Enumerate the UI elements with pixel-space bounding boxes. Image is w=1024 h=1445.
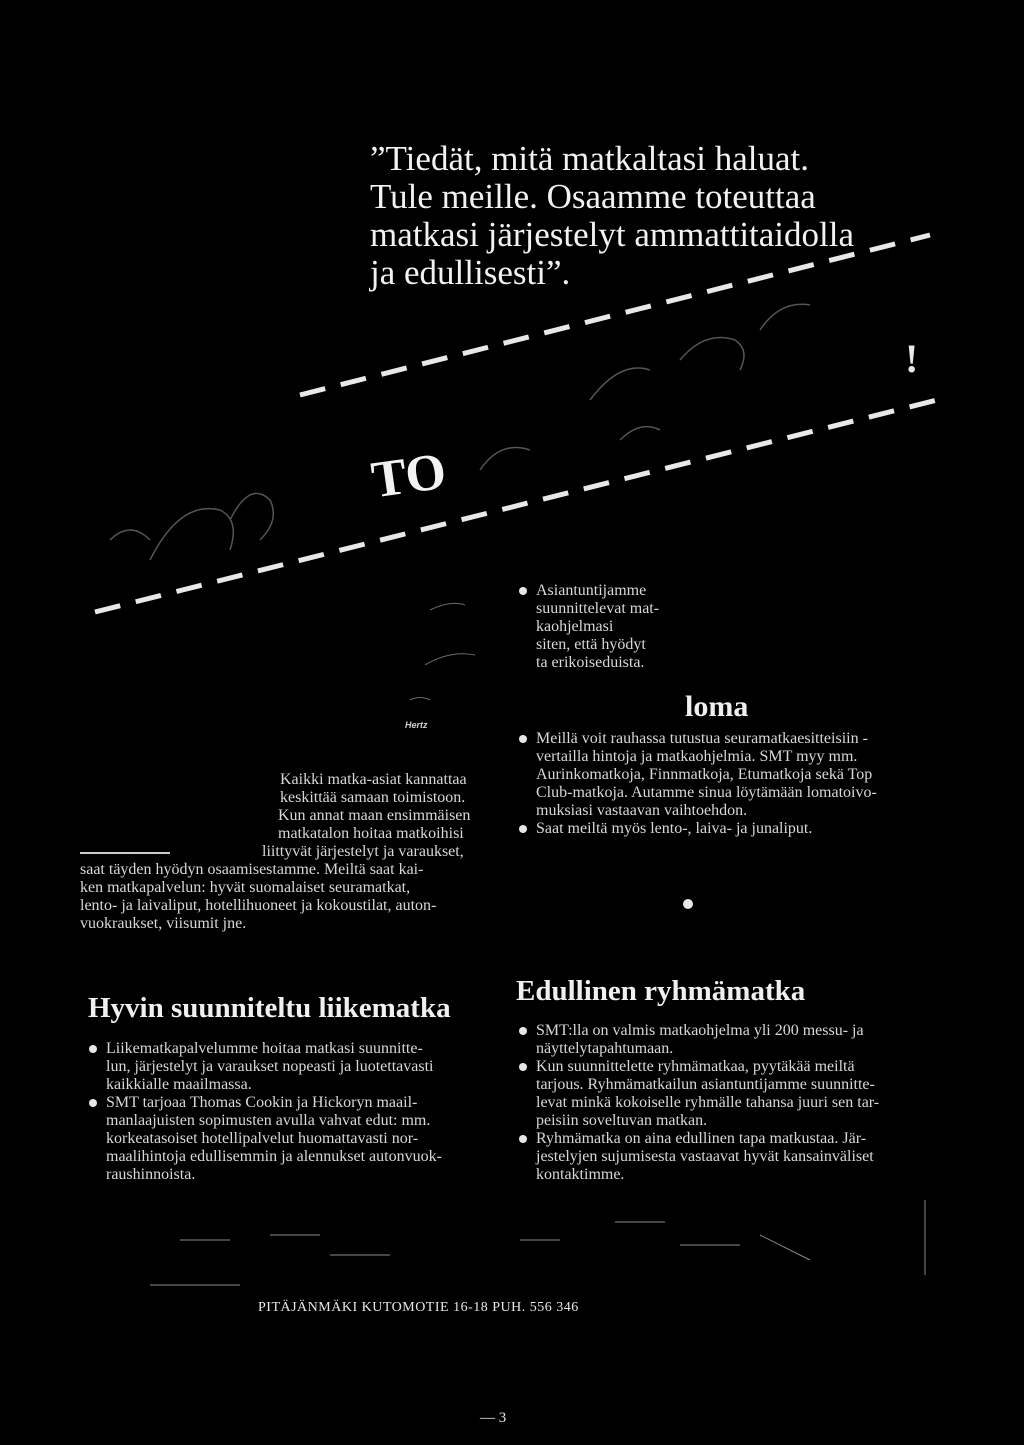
group-list xyxy=(516,1022,879,1184)
list-item-line: näyttelytapahtumaan. xyxy=(536,1040,674,1057)
list-item xyxy=(516,1022,879,1058)
intro-text xyxy=(80,771,500,933)
holiday-list xyxy=(516,730,877,838)
list-item xyxy=(516,1130,879,1184)
list-item-line: SMT:lla on valmis matkaohjelma yli 200 messu- ja xyxy=(536,1022,864,1039)
intro-line: Kaikki matka-asiat kannattaa xyxy=(280,771,467,788)
business-list xyxy=(86,1040,442,1184)
list-item xyxy=(86,1094,442,1184)
list-item-line: Saat meiltä myös lento-, laiva- ja junaliput. xyxy=(536,820,813,837)
intro-line: ken matkapalvelun: hyvät suomalaiset seuramatkat, xyxy=(80,879,411,896)
list-item xyxy=(516,1058,879,1130)
list-item-line: Asiantuntijamme xyxy=(536,582,647,599)
list-item-line: kaohjelmasi xyxy=(536,618,614,635)
list-item-line: Club-matkoja. Autamme sinua löytämään lomatoivo- xyxy=(536,784,877,801)
list-item-line: manlaajuisten sopimusten avulla vahvat edut: mm. xyxy=(106,1112,431,1129)
headline-line: ja edullisesti”. xyxy=(370,253,571,292)
list-item-line: maalihintoja edullisemmin ja alennukset autonvuok- xyxy=(106,1148,442,1165)
list-item-line: kontaktimme. xyxy=(536,1166,625,1183)
intro-line: keskittää samaan toimistoon. xyxy=(280,789,466,806)
list-item-line: Aurinkomatkoja, Finnmatkoja, Etumatkoja sekä Top xyxy=(536,766,873,783)
intro-line: vuokraukset, viisumit jne. xyxy=(80,915,247,932)
list-item-line: tarjous. Ryhmämatkailun asiantuntijamme suunnitte- xyxy=(536,1076,875,1093)
intro-line: lento- ja laivaliput, hotellihuoneet ja kokoustilat, auton- xyxy=(80,897,437,914)
business-title: Hyvin suunniteltu liikematka xyxy=(88,992,451,1024)
group-title: Edullinen ryhmämatka xyxy=(516,975,806,1007)
list-item-line: suunnittelevat mat- xyxy=(536,600,660,617)
holiday-title: loma xyxy=(685,690,749,723)
list-item-line: levat minkä kokoiselle ryhmälle tahansa juuri sen tar- xyxy=(536,1094,880,1111)
hertz-logo: Hertz xyxy=(405,720,428,730)
headline-line: ”Tiedät, mitä matkaltasi haluat. xyxy=(370,139,810,178)
list-item-line: Meillä voit rauhassa tutustua seuramatkaesitteisiin - xyxy=(536,730,868,747)
list-item-line: raushinnoista. xyxy=(106,1166,196,1183)
page-number: — 3 xyxy=(480,1410,507,1426)
svg-text:!: ! xyxy=(905,336,919,381)
list-item-line: Kun suunnittelette ryhmämatkaa, pyytäkää meiltä xyxy=(536,1058,855,1075)
list-item xyxy=(516,820,877,838)
headline-line: matkasi järjestelyt ammattitaidolla xyxy=(370,215,855,254)
list-item-line: ta erikoiseduista. xyxy=(536,654,645,671)
intro-line: liittyvät järjestelyt ja varaukset, xyxy=(262,843,464,860)
intro-line: saat täyden hyödyn osaamisestamme. Meiltä saat kai- xyxy=(80,861,424,878)
footer-address: PITÄJÄNMÄKI KUTOMOTIE 16-18 PUH. 556 346 xyxy=(258,1300,579,1315)
list-item-line: muksiasi vastaavan vaihtoehdon. xyxy=(536,802,748,819)
list-item-line: lun, järjestelyt ja varaukset nopeasti ja luotettavasti xyxy=(106,1058,434,1075)
intro-line: matkatalon hoitaa matkoihisi xyxy=(278,825,464,842)
list-item xyxy=(86,1040,442,1094)
list-item-line: peisiin soveltuvan matkan. xyxy=(536,1112,708,1129)
list-item xyxy=(516,582,659,672)
list-item-line: Ryhmämatka on aina edullinen tapa matkustaa. Jär- xyxy=(536,1130,867,1147)
list-item-line: siten, että hyödyt xyxy=(536,636,646,653)
list-item-line: SMT tarjoaa Thomas Cookin ja Hickoryn maail- xyxy=(106,1094,418,1111)
headline-line: Tule meille. Osaamme toteuttaa xyxy=(370,177,816,216)
list-item-line: kaikkialle maailmassa. xyxy=(106,1076,252,1093)
headline-quote xyxy=(370,140,1010,292)
top-right-bullet xyxy=(516,582,659,672)
list-item-line: jestelyjen sujumisesta vastaavat hyvät kansainväliset xyxy=(536,1148,874,1165)
intro-line: Kun annat maan ensimmäisen xyxy=(278,807,471,824)
list-item-line: korkeatasoiset hotellipalvelut huomattavasti nor- xyxy=(106,1130,419,1147)
list-item-line: vertailla hintoja ja matkaohjelmia. SMT myy mm. xyxy=(536,748,858,765)
list-item-line: Liikematkapalvelumme hoitaa matkasi suunnitte- xyxy=(106,1040,423,1057)
banner-word: TO xyxy=(368,442,450,510)
list-item xyxy=(516,730,877,820)
